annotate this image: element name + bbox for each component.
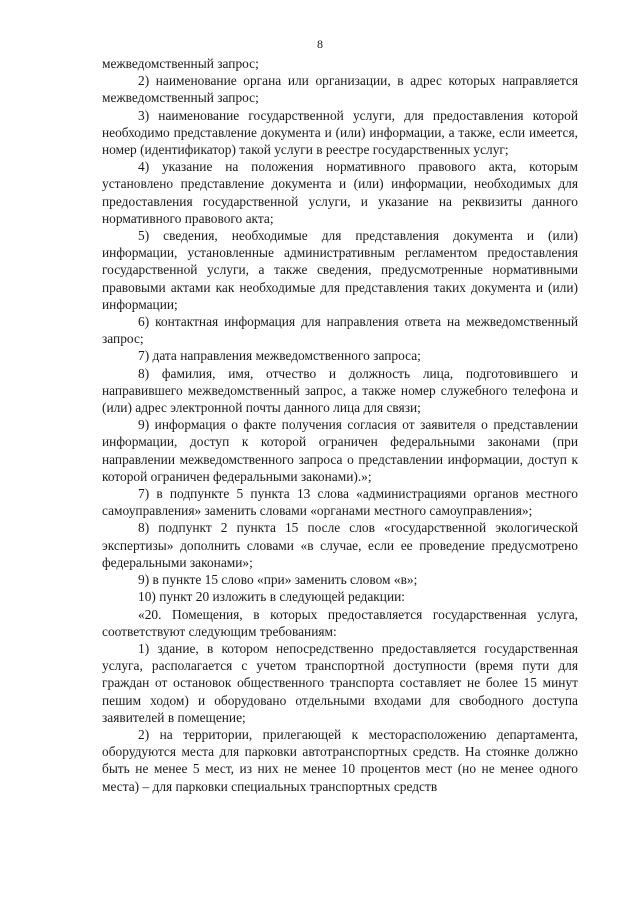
paragraph: 10) пункт 20 изложить в следующей редакции: — [138, 589, 406, 605]
document-body — [102, 55, 578, 795]
paragraph: «20. Помещения, в которых предоставляется государственная услуга, соответствуют следующим требованиям: — [102, 606, 578, 639]
paragraph: 7) в подпункте 5 пункта 13 слова «администрациями органов местного самоуправления» заменить словами «органами местного самоуправления»; — [102, 486, 578, 519]
paragraph: 9) информация о факте получения согласия от заявителя о представлении информации, доступ к которой ограничен федеральными законами (при направлении межведомственного запроса о представлении информации, доступ к которой ограничен федеральными законами).»; — [102, 417, 578, 484]
paragraph: 7) дата направления межведомственного запроса; — [138, 348, 421, 364]
paragraph: 4) указание на положения нормативного правового акта, которым установлено представление документа и (или) информации, необходимых для предоставления государственной услуги, и указание на реквизиты данного нормативного правового акта; — [102, 159, 578, 226]
paragraph: 5) сведения, необходимые для представления документа и (или) информации, установленные административным регламентом предоставления государственной услуги, а также сведения, предусмотренные нормативными правовыми актами как необходимые для представления таких документа и (или) информации; — [102, 228, 578, 312]
page-number: 8 — [317, 37, 323, 51]
paragraph: межведомственный запрос; — [102, 56, 259, 71]
paragraph: 8) фамилия, имя, отчество и должность лица, подготовившего и направившего межведомственный запрос, а также номер служебного телефона и (или) адрес электронной почты данного лица для связи; — [102, 365, 578, 416]
paragraph: 6) контактная информация для направления ответа на межведомственный запрос; — [102, 314, 578, 347]
paragraph: 8) подпункт 2 пункта 15 после слов «государственной экологической экспертизы» дополнить словами «в случае, если ее проведение предусмотрено федеральными законами»; — [102, 520, 578, 570]
paragraph: 3) наименование государственной услуги, для предоставления которой необходимо представление документа и (или) информации, а также, если имеется, номер (идентификатор) такой услуги в реестре государственных услуг; — [102, 107, 578, 158]
paragraph: 2) наименование органа или организации, в адрес которых направляется межведомственный запрос; — [102, 73, 578, 106]
paragraph: 9) в пункте 15 слово «при» заменить словом «в»; — [138, 572, 418, 588]
paragraph: 1) здание, в котором непосредственно предоставляется государственная услуга, располагается с учетом транспортной доступности (время пути для граждан от остановок общественного транспорта составляет не более 15 минут пешим ходом) и оборудовано отдельными входами для свободного доступа заявителей в помещение; — [102, 640, 578, 725]
paragraph: 2) на территории, прилегающей к месторасположению департамента, оборудуются места для парковки автотранспортных средств. На стоянке должно быть не менее 5 мест, из них не менее 10 процентов мест (но не менее одного места) – для парковки специальных транспортных средств — [102, 726, 578, 794]
